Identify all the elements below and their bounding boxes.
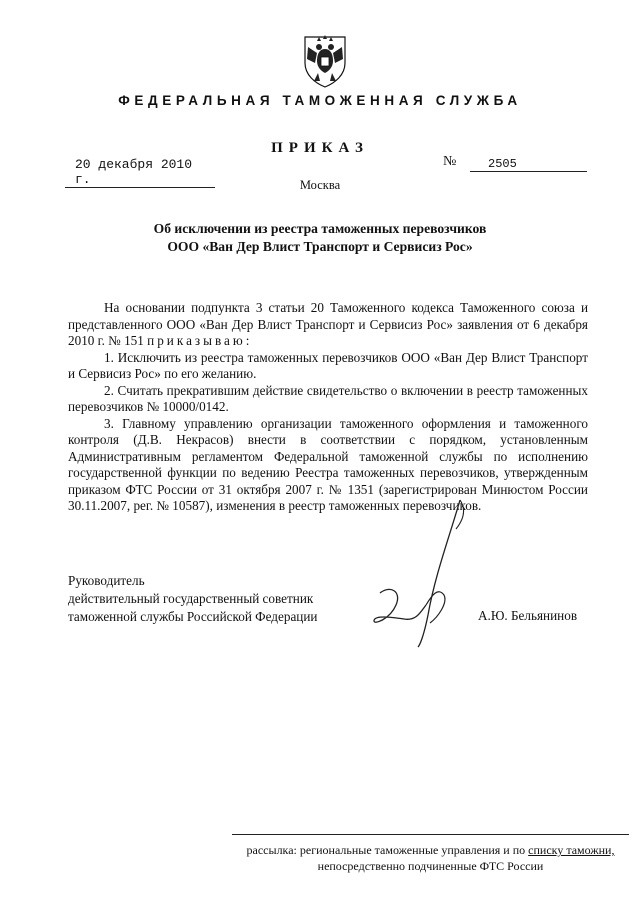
handwritten-signature: [360, 495, 490, 650]
city: Москва: [299, 178, 341, 192]
order-number: 2505: [470, 157, 587, 172]
order-body: [68, 300, 588, 515]
subject-line-1: Об исключении из реестра таможенных перевозчиков: [153, 221, 487, 236]
coat-of-arms-emblem: [300, 33, 350, 89]
intro-paragraph: [68, 300, 588, 350]
item-3: 3. Главному управлению организации таможенного оформления и таможенного контроля (Д.В. Некрасов) внести в соответствии с порядком, установленным Административным регламентом Федеральной таможенной службы по исполнению государственной функции по ведению Реестра таможенных перевозчиков, утвержденным приказом ФТС России от 31 октября 2007 г. № 1351 (зарегистрирован Минюстом России 30.11.2007, рег. № 10587), изменения в реестр таможенных перевозчиков.: [68, 415, 588, 513]
signer-name: А.Ю. Бельянинов: [478, 608, 578, 623]
agency-name: ФЕДЕРАЛЬНАЯ ТАМОЖЕННАЯ СЛУЖБА: [118, 93, 522, 108]
distribution-divider: [232, 834, 629, 835]
distribution-underlined: списку таможни,: [528, 843, 615, 857]
intro-text: На основании подпункта 3 статьи 20 Таможенного кодекса Таможенного союза и представленного ООО «Ван Дер Влист Транспорт и Сервисиз Рос» заявления от 6 декабря 2010 г. № 151: [68, 300, 588, 348]
signer-line-3: таможенной службы Российской Федерации: [68, 609, 318, 624]
order-subject: [0, 220, 640, 256]
order-date: 20 декабря 2010 г.: [65, 157, 215, 188]
distribution-list: [232, 842, 629, 874]
distribution-line-2: непосредственно подчиненные ФТС России: [317, 859, 544, 873]
distribution-prefix: рассылка: региональные таможенные управления и по: [246, 843, 529, 857]
signer-line-1: Руководитель: [68, 573, 145, 588]
subject-line-2: ООО «Ван Дер Влист Транспорт и Сервисиз Рос»: [167, 239, 473, 254]
order-keyword: приказываю:: [147, 333, 253, 348]
signer-line-2: действительный государственный советник: [68, 591, 314, 606]
signer-title: [68, 572, 317, 626]
distribution-line-1: [232, 842, 629, 858]
item-1: 1. Исключить из реестра таможенных перевозчиков ООО «Ван Дер Влист Транспорт и Сервисиз Рос» по его желанию.: [68, 349, 588, 381]
order-number-label: №: [443, 154, 457, 169]
document-type-title: ПРИКАЗ: [271, 140, 369, 156]
item-2: 2. Считать прекратившим действие свидетельство о включении в реестр таможенных перевозчиков № 10000/0142.: [68, 382, 588, 414]
